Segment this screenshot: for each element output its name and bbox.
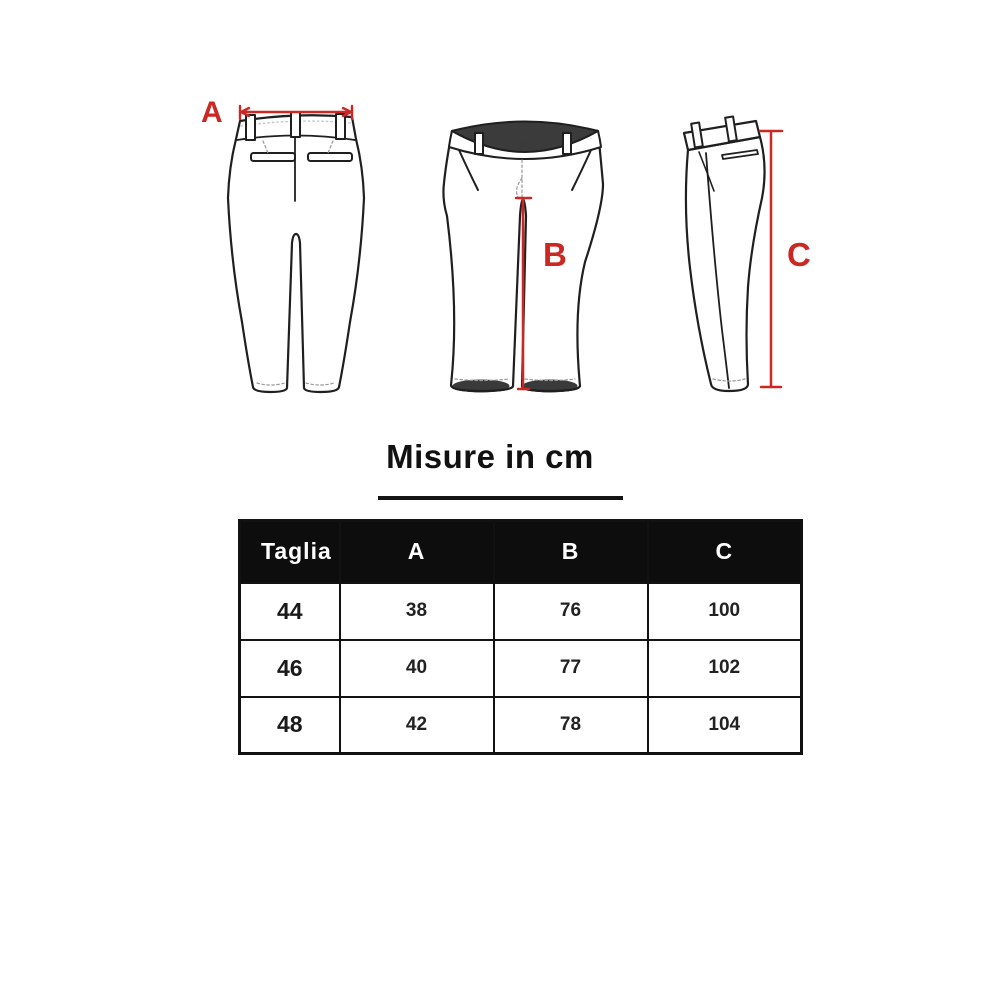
size-cell: 46 — [240, 640, 340, 697]
size-table-header-row — [240, 521, 802, 583]
pants-side-view-drawing — [684, 117, 765, 391]
waist-button — [517, 141, 525, 149]
measure-label-c: C — [787, 236, 811, 273]
size-row-48 — [240, 697, 802, 754]
measure-cell-a: 38 — [340, 583, 494, 640]
size-cell: 48 — [240, 697, 340, 754]
title-underline — [378, 496, 623, 500]
size-row-44 — [240, 583, 802, 640]
back-pocket-right — [308, 153, 352, 161]
back-pocket-left — [251, 153, 295, 161]
section-title: Misure in cm — [386, 438, 594, 475]
measure-label-a: A — [201, 96, 223, 129]
measure-label-b: B — [543, 236, 567, 273]
size-table — [238, 519, 803, 755]
pants-back-view-drawing — [228, 112, 364, 392]
size-cell: 44 — [240, 583, 340, 640]
pants-measurement-diagram — [0, 0, 1000, 430]
measure-cell-c: 102 — [648, 640, 802, 697]
header-measure-a: A — [340, 521, 494, 583]
measure-cell-b: 77 — [494, 640, 648, 697]
header-measure-c: C — [648, 521, 802, 583]
measure-cell-c: 100 — [648, 583, 802, 640]
measure-cell-b: 78 — [494, 697, 648, 754]
size-row-46 — [240, 640, 802, 697]
measure-cell-a: 40 — [340, 640, 494, 697]
header-measure-b: B — [494, 521, 648, 583]
header-size: Taglia — [240, 521, 340, 583]
measure-cell-a: 42 — [340, 697, 494, 754]
measure-cell-c: 104 — [648, 697, 802, 754]
measure-cell-b: 76 — [494, 583, 648, 640]
